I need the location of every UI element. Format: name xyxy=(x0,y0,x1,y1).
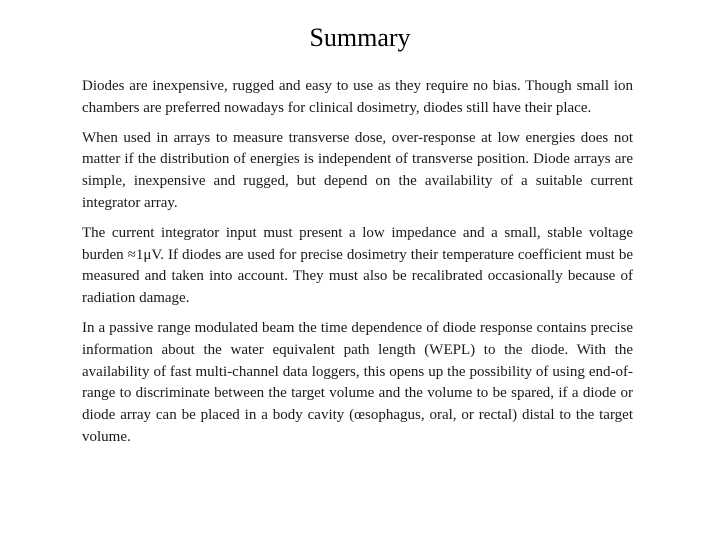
slide-body xyxy=(82,76,633,457)
paragraph-range-modulated-beam: In a passive range modulated beam the time dependence of diode response contains precise information about the water equivalent path length (WEPL) to the diode. With the availability of fast multi-channel data loggers, this opens up the possibility of using end-of-range to discriminate between the target volume and the volume to be spared, if a diode or diode array can be placed in a body cavity (œsophagus, oral, or rectal) distal to the target volume. xyxy=(82,319,633,445)
paragraph-diodes-overview: Diodes are inexpensive, rugged and easy to use as they require no bias. Though small ion chambers are preferred nowadays for clinical dosimetry, diodes still have their place. xyxy=(82,78,633,116)
slide-title: Summary xyxy=(309,23,411,52)
paragraph-current-integrator: The current integrator input must present a low impedance and a small, stable voltage burden ≈1μV. If diodes are used for precise dosimetry their temperature coefficient must be measured and taken into account. They must also be recalibrated occasionally because of radiation damage. xyxy=(82,224,633,307)
paragraph-diode-arrays: When used in arrays to measure transverse dose, over-response at low energies does not matter if the distribution of energies is independent of transverse position. Diode arrays are simple, inexpensive and rugged, but depend on the availability of a suitable current integrator array. xyxy=(82,129,633,211)
